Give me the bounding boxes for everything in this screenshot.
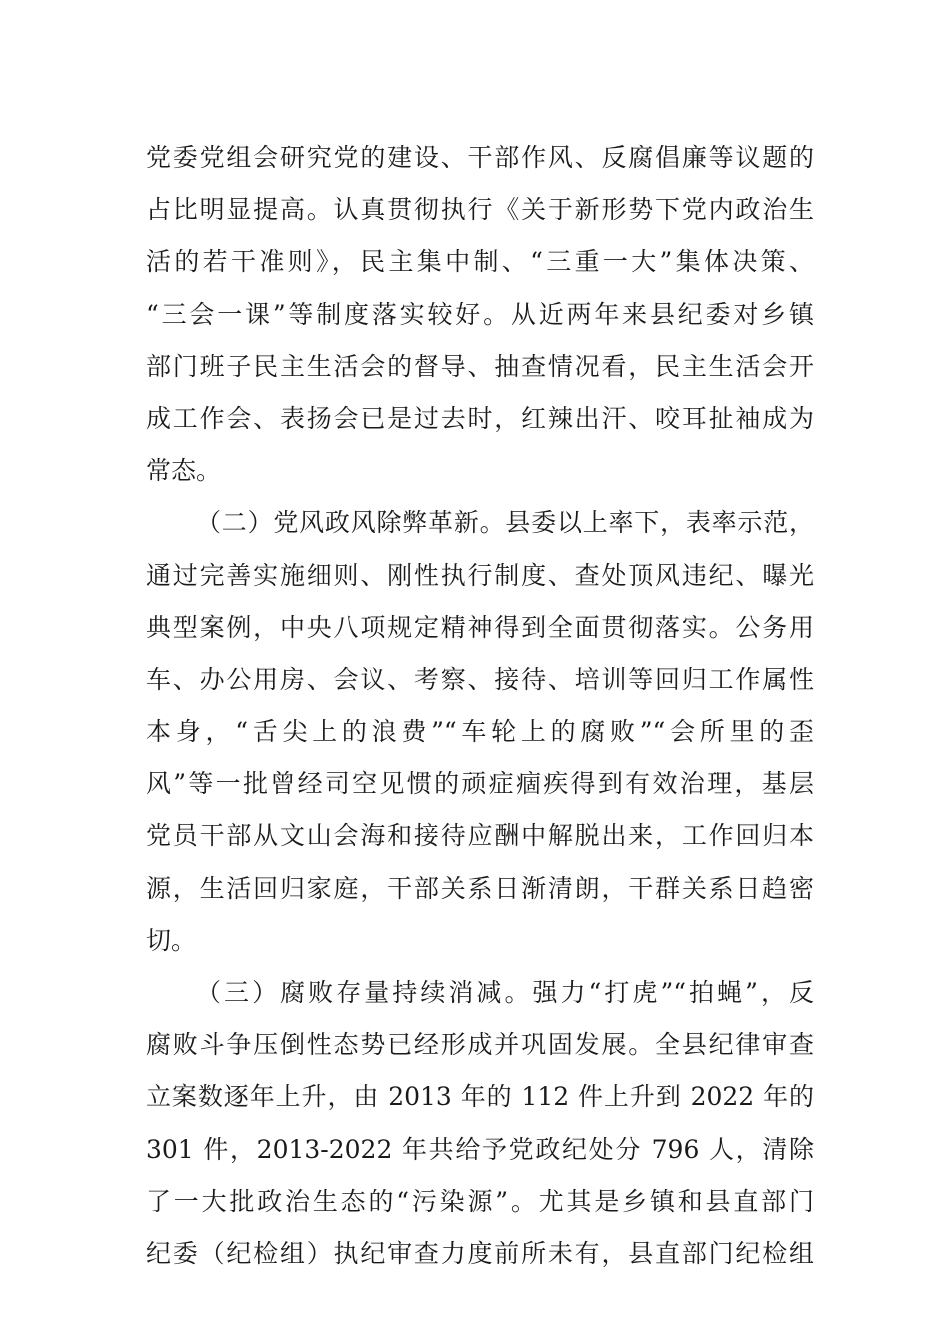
text-line: 源，生活回归家庭，干部关系日渐清朗，干群关系日趋密 xyxy=(146,873,814,903)
document-body xyxy=(146,132,814,1280)
text-line: 占比明显提高。认真贯彻执行《关于新形势下党内政治生 xyxy=(146,195,814,225)
section-heading-line: （三）腐败存量持续消减。强力“打虎”“拍蝇”，反 xyxy=(196,978,814,1007)
text-line: 301 件，2013-2022 年共给予党政纪处分 796 人，清除 xyxy=(146,1134,814,1164)
text-line: 了一大批政治生态的“污染源”。尤其是乡镇和县直部门 xyxy=(146,1186,814,1216)
text-line: 成工作会、表扬会已是过去时，红辣出汗、咬耳扯袖成为 xyxy=(146,403,814,433)
text-line: “三会一课”等制度落实较好。从近两年来县纪委对乡镇 xyxy=(146,299,814,329)
paragraph-party-committee xyxy=(146,132,814,497)
section-heading-line: （二）党风政风除弊革新。县委以上率下，表率示范， xyxy=(196,508,814,538)
text-line: 活的若干准则》，民主集中制、“三重一大”集体决策、 xyxy=(146,247,814,277)
text-line: 车、办公用房、会议、考察、接待、培训等回归工作属性 xyxy=(146,664,814,694)
text-line: 通过完善实施细则、刚性执行制度、查处顶风违纪、曝光 xyxy=(146,560,814,590)
text-line: 纪委（纪检组）执纪审查力度前所未有，县直部门纪检组 xyxy=(146,1238,814,1268)
text-line: 立案数逐年上升，由 2013 年的 112 件上升到 2022 年的 xyxy=(146,1082,814,1112)
text-line: 党员干部从文山会海和接待应酬中解脱出来，工作回归本 xyxy=(146,821,814,851)
text-line: 风”等一批曾经司空见惯的顽症痼疾得到有效治理，基层 xyxy=(146,769,814,799)
text-line: 腐败斗争压倒性态势已经形成并巩固发展。全县纪律审查 xyxy=(146,1030,814,1060)
text-line: 本身，“舌尖上的浪费”“车轮上的腐败”“会所里的歪 xyxy=(146,717,814,747)
paragraph-section-two xyxy=(146,497,814,967)
text-line: 常态。 xyxy=(146,456,222,486)
text-line: 党委党组会研究党的建设、干部作风、反腐倡廉等议题的 xyxy=(146,143,814,172)
text-line: 典型案例，中央八项规定精神得到全面贯彻落实。公务用 xyxy=(146,612,814,642)
text-line: 切。 xyxy=(146,925,197,955)
text-line: 部门班子民主生活会的督导、抽查情况看，民主生活会开 xyxy=(146,351,814,381)
paragraph-section-three xyxy=(146,967,814,1280)
